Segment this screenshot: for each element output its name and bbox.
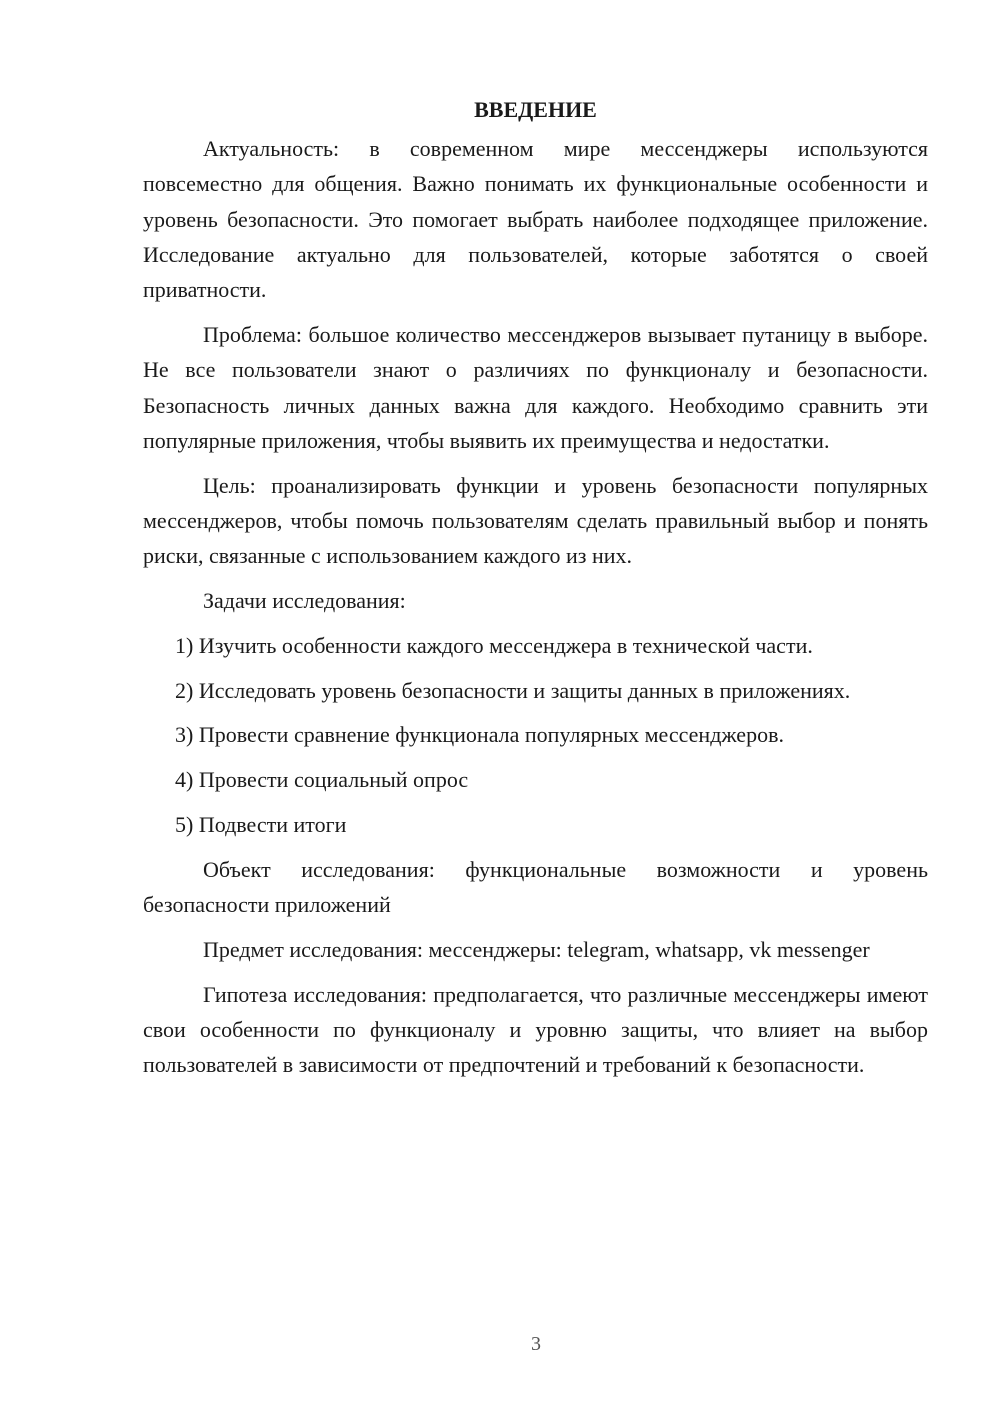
section-heading: ВВЕДЕНИЕ bbox=[474, 97, 597, 122]
paragraph-tasks-title: Задачи исследования: bbox=[203, 588, 406, 614]
document-body bbox=[143, 92, 928, 1092]
list-item-task-1: 1) Изучить особенности каждого мессенджера в технической части. bbox=[175, 632, 813, 658]
list-item-task-3: 3) Провести сравнение функционала популярных мессенджеров. bbox=[175, 722, 784, 748]
paragraph-relevance: Актуальность: в современном мире мессенджеры используются повсеместно для общения. Важно понимать их функциональные особенности и уровень безопасности. Это помогает выбрать наиболее подходящее приложение. Исследование актуально для пользователей, которые заботятся о своей приватности. bbox=[143, 136, 928, 303]
list-item-task-5: 5) Подвести итоги bbox=[175, 812, 347, 838]
page-number: 3 bbox=[531, 1333, 541, 1355]
paragraph-problem: Проблема: большое количество мессенджеров вызывает путаницу в выборе. Не все пользователи знают о различиях по функционалу и безопасности. Безопасность личных данных важна для каждого. Необходимо сравнить эти популярные приложения, чтобы выявить их преимущества и недостатки. bbox=[143, 321, 928, 453]
list-item-task-4: 4) Провести социальный опрос bbox=[175, 767, 469, 793]
paragraph-hypothesis: Гипотеза исследования: предполагается, что различные мессенджеры имеют свои особенности по функционалу и уровню защиты, что влияет на выбор пользователей в зависимости от предпочтений и требований к безопасности. bbox=[143, 981, 928, 1078]
list-item-task-2: 2) Исследовать уровень безопасности и защиты данных в приложениях. bbox=[175, 677, 851, 703]
paragraph-goal: Цель: проанализировать функции и уровень безопасности популярных мессенджеров, чтобы помочь пользователям сделать правильный выбор и понять риски, связанные с использованием каждого из них. bbox=[143, 472, 928, 569]
paragraph-subject: Предмет исследования: мессенджеры: telegram, whatsapp, vk messenger bbox=[203, 936, 870, 962]
paragraph-object: Объект исследования: функциональные возможности и уровень безопасности приложений bbox=[143, 856, 928, 918]
